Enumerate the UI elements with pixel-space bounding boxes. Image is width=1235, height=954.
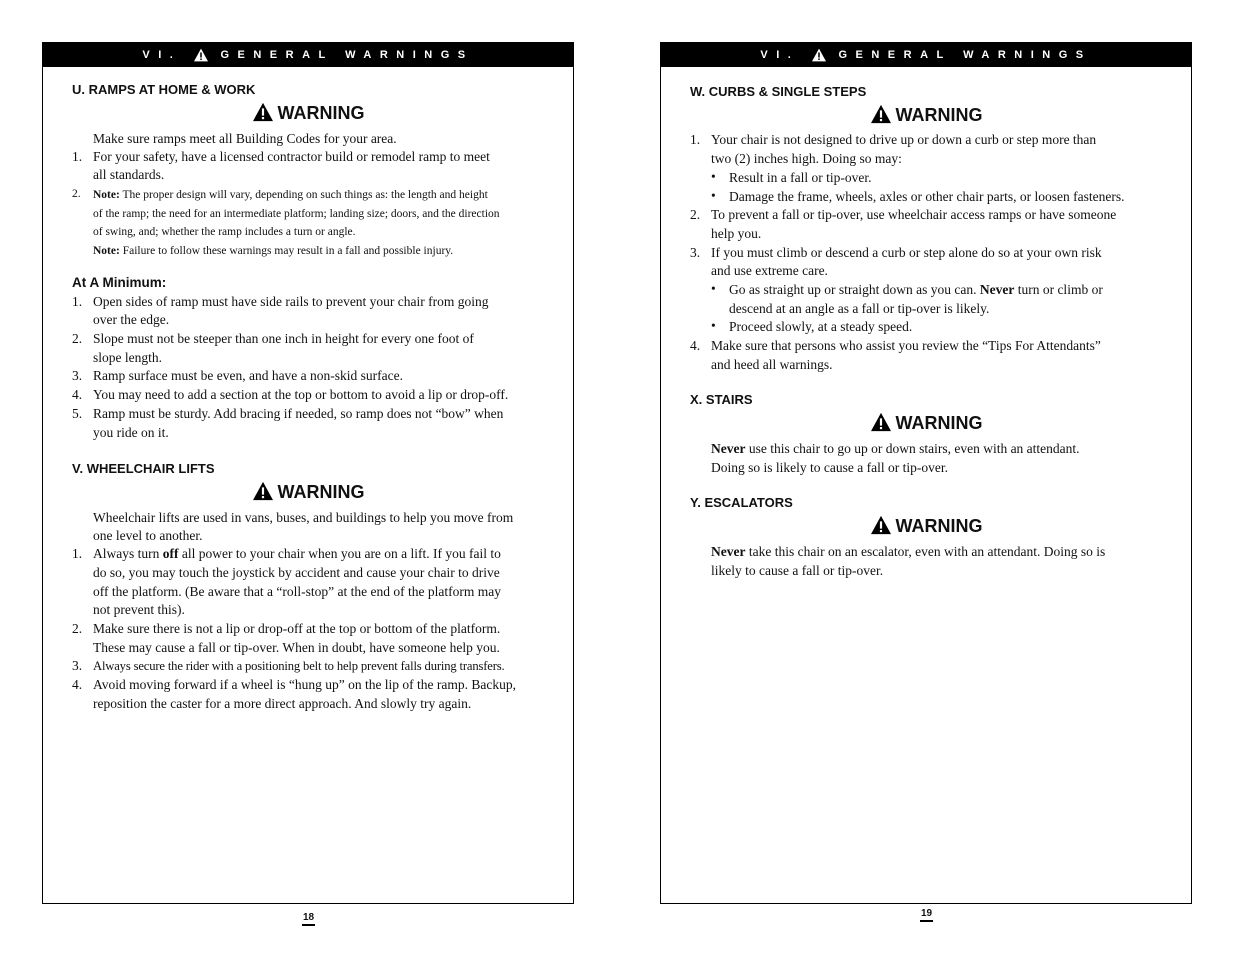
list-number: 1. [72,546,83,561]
list-item: Slope must not be steeper than one inch in height for every one foot of [93,331,474,346]
text-bold: Never [711,441,746,456]
list-number: 4. [72,387,83,402]
note-cont: of swing, and; whether the ramp includes a turn or angle. [93,226,356,238]
list-item-cont: over the edge. [93,312,170,327]
list-item-cont: slope length. [93,350,162,365]
list-item-cont: and use extreme care. [711,263,828,278]
warning-triangle-icon [870,412,892,432]
warning-triangle-icon [870,104,892,124]
list-item: For your safety, have a licensed contractor build or remodel ramp to meet [93,149,490,164]
header-roman: VI. [760,49,800,62]
list-number: 3. [690,245,701,260]
list-item: Make sure that persons who assist you review the “Tips For Attendants” [711,338,1101,353]
list-item: Your chair is not designed to drive up or down a curb or step more than [711,132,1097,147]
text-run: Always turn [93,546,163,561]
warning-heading [661,413,1191,434]
warning-triangle-icon [870,515,892,535]
list-item-cont: you ride on it. [93,425,169,440]
text-run: Go as straight up or straight down as you can. [729,282,980,297]
warning-heading [661,516,1191,537]
warning-triangle-icon [811,48,827,62]
list-item-cont: reposition the caster for a more direct approach. And slowly try again. [93,696,472,711]
bullet-item: Proceed slowly, at a steady speed. [729,319,913,334]
stairs-text [711,440,1080,458]
list-number: 4. [690,338,701,353]
note-line [93,242,453,260]
list-number: 2. [72,331,83,346]
bullet: • [711,169,716,184]
list-number: 2. [72,188,81,200]
text-run: all power to your chair when you are on a lift. If you fail to [178,546,501,561]
text-run: turn or climb or [1014,282,1103,297]
right-page [660,42,1192,904]
note-text: The proper design will vary, depending on such things as: the length and height [122,189,488,201]
escalators-text-cont: likely to cause a fall or tip-over. [711,563,884,578]
bullet: • [711,281,716,296]
warning-label: WARNING [895,413,983,433]
warning-heading [43,482,573,503]
note-cont: of the ramp; the need for an intermediate platform; landing size; doors, and the direction [93,208,500,220]
list-item-cont: do so, you may touch the joystick by accident and cause your chair to drive [93,565,500,580]
text-bold: Never [711,544,746,559]
section-y-title: Y. ESCALATORS [690,495,793,510]
list-number: 1. [72,294,83,309]
page-header [43,43,573,67]
bullet: • [711,188,716,203]
list-item-cont: two (2) inches high. Doing so may: [711,151,902,166]
warning-label: WARNING [277,482,365,502]
list-item-cont: off the platform. (Be aware that a “roll-stop” at the end of the platform may [93,584,501,599]
list-item-cont: These may cause a fall or tip-over. When in doubt, have someone help you. [93,640,500,655]
list-item: Always secure the rider with a positioning belt to help prevent falls during transfers. [93,659,505,673]
header-title: GENERAL WARNINGS [220,49,474,62]
list-item: Ramp surface must be even, and have a non-skid surface. [93,368,404,383]
list-number: 3. [72,368,83,383]
bullet-item-cont: descend at an angle as a fall or tip-over is likely. [729,301,990,316]
section-u-title: U. RAMPS AT HOME & WORK [72,82,256,97]
list-item [93,545,501,563]
list-item: Ramp must be sturdy. Add bracing if needed, so ramp does not “bow” when [93,406,504,421]
list-item: To prevent a fall or tip-over, use wheelchair access ramps or have someone [711,207,1117,222]
warning-label: WARNING [895,105,983,125]
page-number: 18 [302,912,315,926]
warning-label: WARNING [895,516,983,536]
header-roman: VI. [142,49,182,62]
bullet-item: Damage the frame, wheels, axles or other chair parts, or loosen fasteners. [729,189,1125,204]
warning-heading [661,105,1191,126]
list-item: Make sure there is not a lip or drop-off at the top or bottom of the platform. [93,621,501,636]
ramps-intro: Make sure ramps meet all Building Codes for your area. [93,131,397,146]
list-number: 5. [72,406,83,421]
text-run: take this chair on an escalator, even with an attendant. Doing so is [745,544,1106,559]
page-header [661,43,1191,67]
text-bold: Never [979,282,1015,297]
list-number: 2. [72,621,83,636]
warning-triangle-icon [193,48,209,62]
list-number: 1. [690,132,701,147]
stairs-text-cont: Doing so is likely to cause a fall or tip-over. [711,460,948,475]
list-item: You may need to add a section at the top or bottom to avoid a lip or drop-off. [93,387,509,402]
list-number: 1. [72,149,83,164]
note-line [93,186,488,204]
text-run: use this chair to go up or down stairs, even with an attendant. [745,441,1080,456]
lifts-intro: Wheelchair lifts are used in vans, buses, and buildings to help you move from [93,510,514,525]
minimum-title: At A Minimum: [72,275,167,290]
list-item-cont: help you. [711,226,762,241]
warning-triangle-icon [252,481,274,501]
bullet-item: Result in a fall or tip-over. [729,170,872,185]
list-number: 2. [690,207,701,222]
list-number: 3. [72,658,83,673]
section-v-title: V. WHEELCHAIR LIFTS [72,461,215,476]
escalators-text [711,543,1105,561]
warning-heading [43,103,573,124]
warning-triangle-icon [252,102,274,122]
list-item: Open sides of ramp must have side rails to prevent your chair from going [93,294,489,309]
list-item-cont: and heed all warnings. [711,357,833,372]
text-bold: off [162,546,179,561]
list-item-cont: all standards. [93,167,165,182]
warning-label: WARNING [277,103,365,123]
note-label: Note: [93,245,120,257]
note-label: Note: [93,189,120,201]
list-number: 4. [72,677,83,692]
bullet-item [729,281,1103,299]
section-w-title: W. CURBS & SINGLE STEPS [690,84,867,99]
note-text: Failure to follow these warnings may result in a fall and possible injury. [122,245,454,257]
header-title: GENERAL WARNINGS [838,49,1092,62]
list-item: If you must climb or descend a curb or step alone do so at your own risk [711,245,1102,260]
section-x-title: X. STAIRS [690,392,753,407]
bullet: • [711,318,716,333]
list-item-cont: not prevent this). [93,602,185,617]
lifts-intro-cont: one level to another. [93,528,203,543]
page-number: 19 [920,908,933,922]
list-item: Avoid moving forward if a wheel is “hung up” on the lip of the ramp. Backup, [93,677,517,692]
left-page [42,42,574,904]
